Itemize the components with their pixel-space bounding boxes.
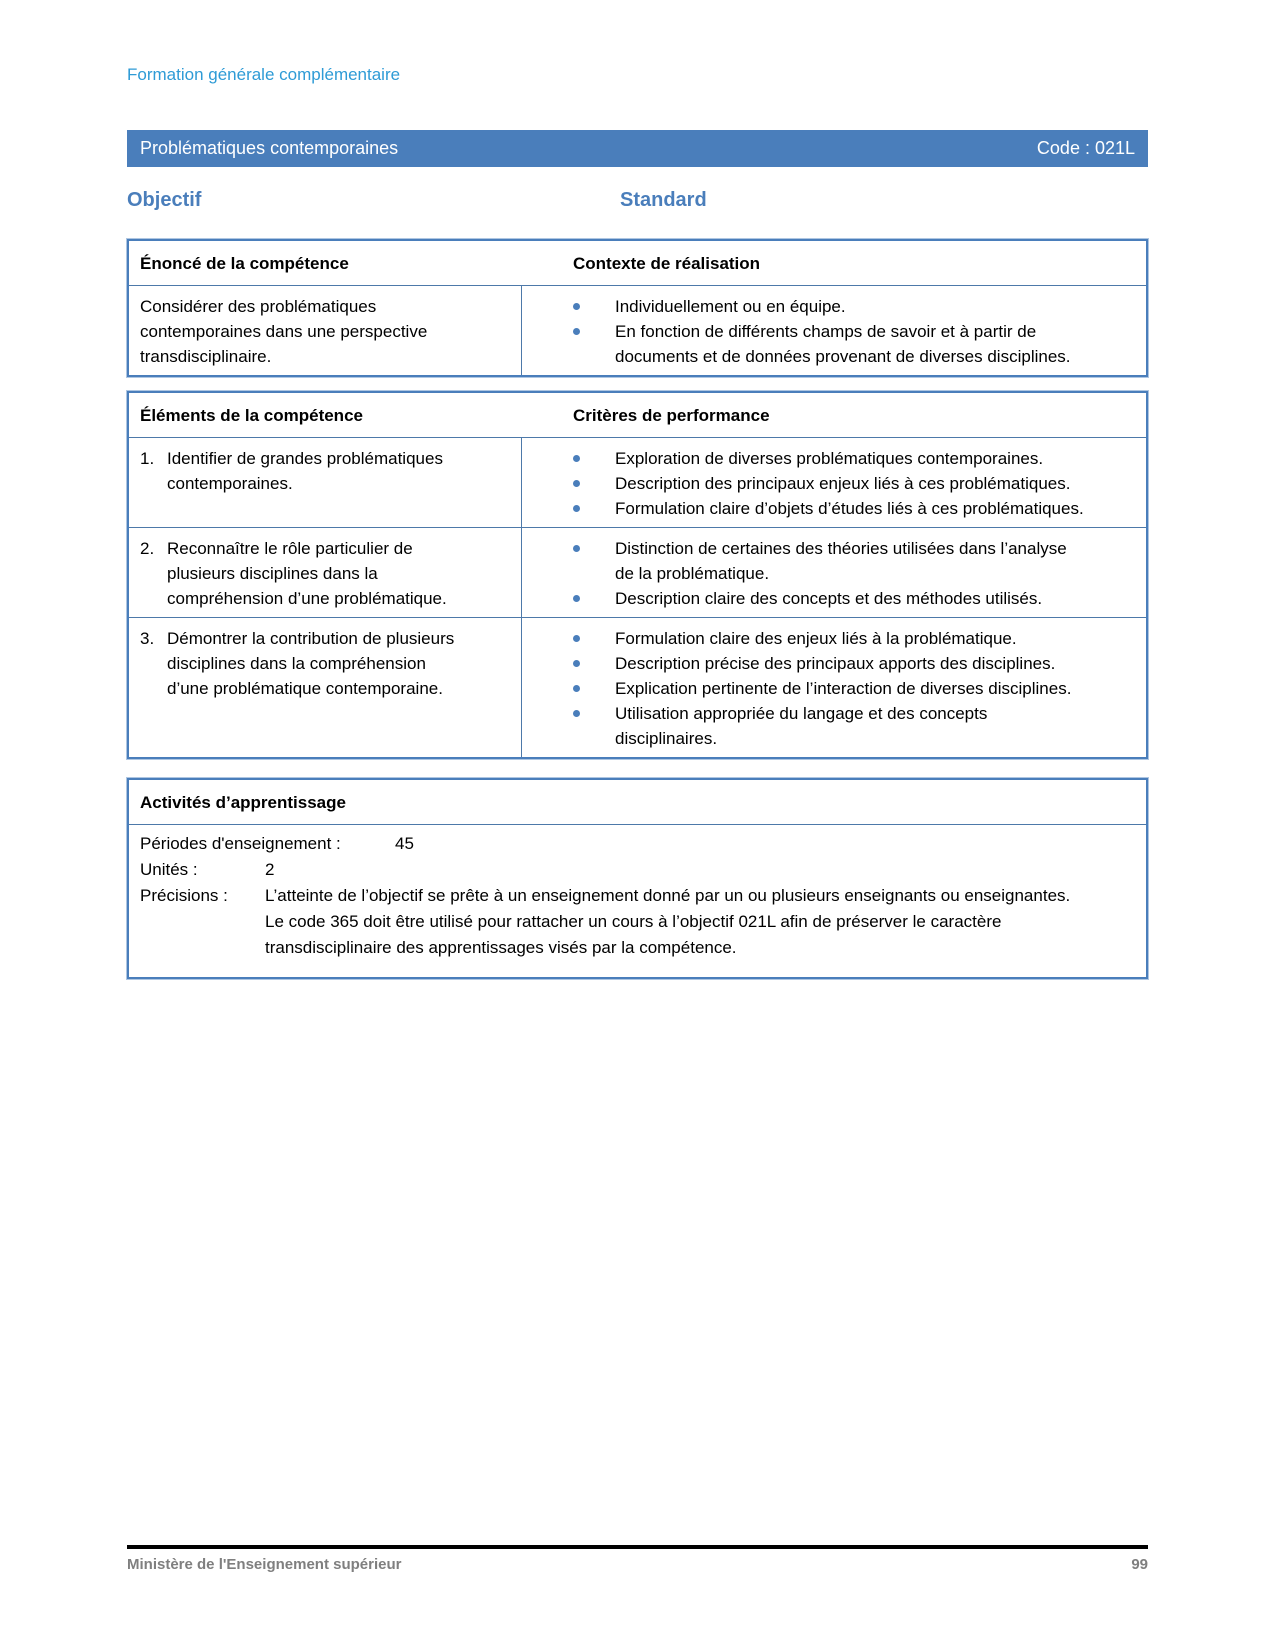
contexte-bullet: En fonction de différents champs de savoir et à partir de documents et de données provenant de diverses disciplines. [522,319,1146,369]
header-contexte-realisation: Contexte de réalisation [573,254,761,273]
criteria-bullet-list [522,536,1146,611]
periodes-label: Périodes d'enseignement : [140,834,341,853]
criteria-cell [521,618,1146,757]
precisions-paragraph: Le code 365 doit être utilisé pour rattacher un cours à l’objectif 021L afin de préserver le caractère transdisciplinaire des apprentissages visés par la compétence. [265,912,1002,957]
periodes-value: 45 [395,834,414,853]
precisions-row [140,883,1146,961]
elements-table-row-2 [129,527,1146,617]
heading-objectif: Objectif [127,189,202,211]
element-text: Démontrer la contribution de plusieurs disciplines dans la compréhension d’une problématique contemporaine. [167,629,455,698]
contexte-bullet-list [522,294,1146,369]
precisions-paragraph: L’atteinte de l’objectif se prête à un enseignement donné par un ou plusieurs enseignants ou enseignantes. [265,886,1071,905]
precisions-text [265,883,1075,961]
elements-table-row-3 [129,617,1146,757]
page-footer [127,1545,1148,1574]
unites-label: Unités : [140,860,198,879]
elements-table-row-1 [129,438,1146,527]
numbered-element [140,536,463,611]
criteria-bullet-list [522,446,1146,521]
criteria-item: Description claire des concepts et des méthodes utilisés. [522,586,1146,611]
element-text: Identifier de grandes problématiques contemporaines. [167,449,443,493]
activites-table [127,778,1148,979]
course-banner [127,130,1148,167]
section-headings [127,186,1148,214]
competence-table [127,239,1148,377]
course-code: Code : 021L [1036,138,1135,158]
page-content [127,0,1148,979]
element-cell [129,528,521,617]
contexte-cell [521,286,1146,375]
program-category-label: Formation générale complémentaire [127,65,401,84]
criteria-item: Explication pertinente de l’interaction de diverses disciplines. [522,676,1146,701]
periodes-row [140,831,1146,857]
elements-table-header [129,393,1146,438]
footer-page-number: 99 [1131,1556,1148,1573]
elements-table [127,391,1148,759]
footer-ministry: Ministère de l'Enseignement supérieur [127,1556,402,1573]
element-number: 3. [140,629,155,648]
header-enonce-competence: Énoncé de la compétence [140,254,349,273]
course-title: Problématiques contemporaines [140,138,399,158]
header-elements-competence: Éléments de la compétence [140,406,363,425]
criteria-item: Utilisation appropriée du langage et des concepts disciplinaires. [522,701,1146,751]
enonce-cell: Considérer des problématiques contemporaines dans une perspective transdisciplinaire. [140,297,428,366]
precisions-label: Précisions : [140,886,228,905]
competence-table-header [129,241,1146,286]
activites-table-body [129,825,1146,977]
header-criteres-performance: Critères de performance [573,406,770,425]
criteria-item: Description précise des principaux apports des disciplines. [522,651,1146,676]
numbered-element [140,446,463,496]
unites-row [140,857,1146,883]
activites-table-header: Activités d’apprentissage [129,780,1146,825]
criteria-bullet-list [522,626,1146,751]
criteria-item: Formulation claire des enjeux liés à la problématique. [522,626,1146,651]
competence-table-row [129,286,1146,375]
element-text: Reconnaître le rôle particulier de plusieurs disciplines dans la compréhension d’une problématique. [167,539,447,608]
criteria-item: Distinction de certaines des théories utilisées dans l’analyse de la problématique. [522,536,1146,586]
heading-standard: Standard [620,189,707,211]
contexte-bullet: Individuellement ou en équipe. [522,294,1146,319]
element-number: 1. [140,449,155,468]
numbered-element [140,626,463,701]
criteria-cell [521,438,1146,527]
criteria-cell [521,528,1146,617]
criteria-item: Formulation claire d’objets d’études liés à ces problématiques. [522,496,1146,521]
element-cell [129,618,521,757]
element-cell [129,438,521,527]
criteria-item: Description des principaux enjeux liés à ces problématiques. [522,471,1146,496]
unites-value: 2 [265,860,275,879]
element-number: 2. [140,539,155,558]
criteria-item: Exploration de diverses problématiques contemporaines. [522,446,1146,471]
